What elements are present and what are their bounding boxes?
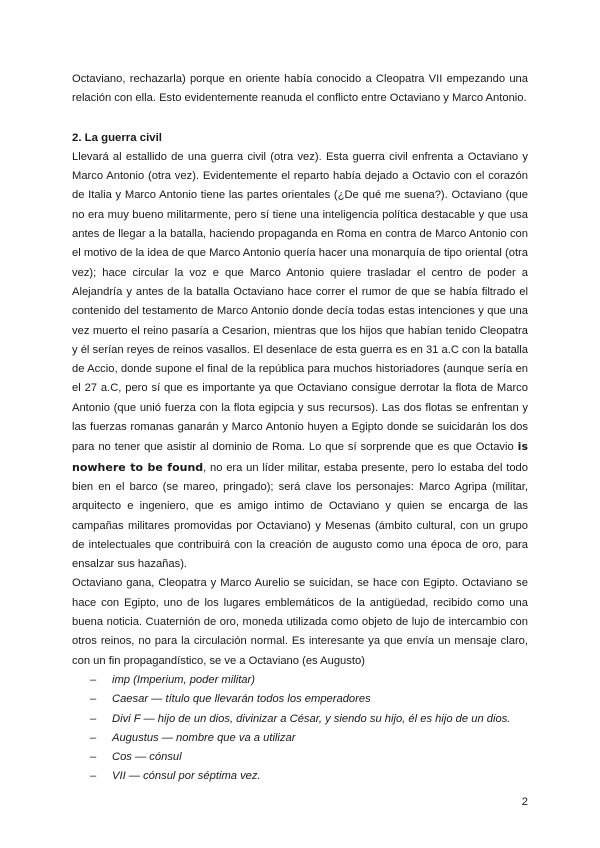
section-heading: 2. La guerra civil	[72, 131, 162, 144]
list-item-text: Caesar — título que llevarán todos los emperadores	[112, 693, 371, 706]
dash-bullet: –	[90, 751, 97, 764]
list-item	[90, 690, 528, 709]
paragraph-spacer	[72, 109, 528, 129]
list-item	[90, 710, 528, 729]
list-item	[90, 748, 528, 767]
page-number: 2	[521, 796, 528, 808]
paragraph-text-continued: , no era un líder militar, estaba presente, pero lo estaba del todo bien en el barco (se mareo, pringado); será clave los personajes: Marco Agripa (militar, arquitecto e ingeniero, que es amigo intimo de Octaviano y quien se encarga de las campañas militares promovidas por Octaviano) y Mesenas (ámbito cultural, con un grupo de intelectuales que contribuirá con la creación de augusto como una época de oro, para ensalzar sus hazañas).	[72, 461, 528, 571]
dash-bullet: –	[90, 731, 97, 744]
intro-paragraph: Octaviano, rechazarla) porque en oriente había conocido a Cleopatra VII empezando una relación con ella. Esto evidentemente reanuda el conflicto entre Octaviano y Marco Antonio.	[72, 73, 528, 105]
dash-bullet: –	[90, 712, 97, 725]
dash-bullet: –	[90, 673, 97, 686]
bold-phrase: is nowhere to be found	[72, 440, 528, 474]
list-item	[90, 671, 528, 690]
list-item-text: Divi F — hijo de un dios, divinizar a César, y siendo su hijo, él es hijo de un dios.	[112, 712, 511, 725]
dash-bullet: –	[90, 770, 97, 783]
list-item	[90, 767, 528, 786]
list-item-text: VII — cónsul por séptima vez.	[112, 770, 261, 783]
list-item-text: imp (Imperium, poder militar)	[112, 673, 255, 686]
list-item	[90, 729, 528, 748]
list-item-text: Augustus — nombre que va a utilizar	[112, 731, 296, 744]
body-paragraph-egipto: Octaviano gana, Cleopatra y Marco Aurelio se suicidan, se hace con Egipto. Octaviano se hace con Egipto, uno de los lugares emblemáticos de la antigüedad, recibido como una buena noticia. Cuaternión de oro, moneda utilizada como objeto de lujo de intercambio con otros reinos, no para la circulación normal. Es interesante ya que envía un mensaje claro, con un fin propagandístico, se ve a Octaviano (es Augusto)	[72, 577, 528, 667]
body-paragraph-guerra-civil	[72, 148, 528, 575]
list-item-text: Cos — cónsul	[112, 751, 182, 764]
titles-list	[72, 671, 528, 787]
dash-bullet: –	[90, 693, 97, 706]
paragraph-text: Llevará al estallido de una guerra civil (otra vez). Esta guerra civil enfrenta a Octaviano y Marco Antonio (otra vez). Evidentemente el reparto había dejado a Octavio con el corazón de Italia y Marco Antonio tiene las partes orientales (¿De qué me suena?). Octaviano (que no era muy bueno militarmente, pero sí tiene una inteligencia política destacable y que usa antes de llegar a la batalla, haciendo propaganda en Roma en contra de Marco Antonio con el motivo de la idea de que Marco Antonio quería hacer una monarquía de tipo oriental (otra vez); hace circular la voz e que Marco Antonio quiere trasladar el centro de poder a Alejandría y antes de la batalla Octaviano hace correr el rumor de que se había filtrado el contenido del testamento de Marco Antonio donde decía todas estas intenciones y que una vez muerto el reino pasaría a Cesarion, mientras que los hijos que habían tenido Cleopatra y él serían reyes de reinos vasallos. El desenlace de esta guerra es en 31 a.C con la batalla de Accio, donde supone el final de la república para muchos historiadores (aunque sería en el 27 a.C, pero sí que es importante ya que Octaviano consigue derrotar la flota de Marco Antonio (que unió fuerza con la flota egipcia y sus recursos). Las dos flotas se enfrentan y las fuerzas romanas ganarán y Marco Antonio huyen a Egipto donde se suicidarán los dos para no tener que asistir al dominio de Roma. Lo que sí sorprende que es que Octavio	[72, 150, 528, 454]
page-body	[72, 70, 528, 787]
